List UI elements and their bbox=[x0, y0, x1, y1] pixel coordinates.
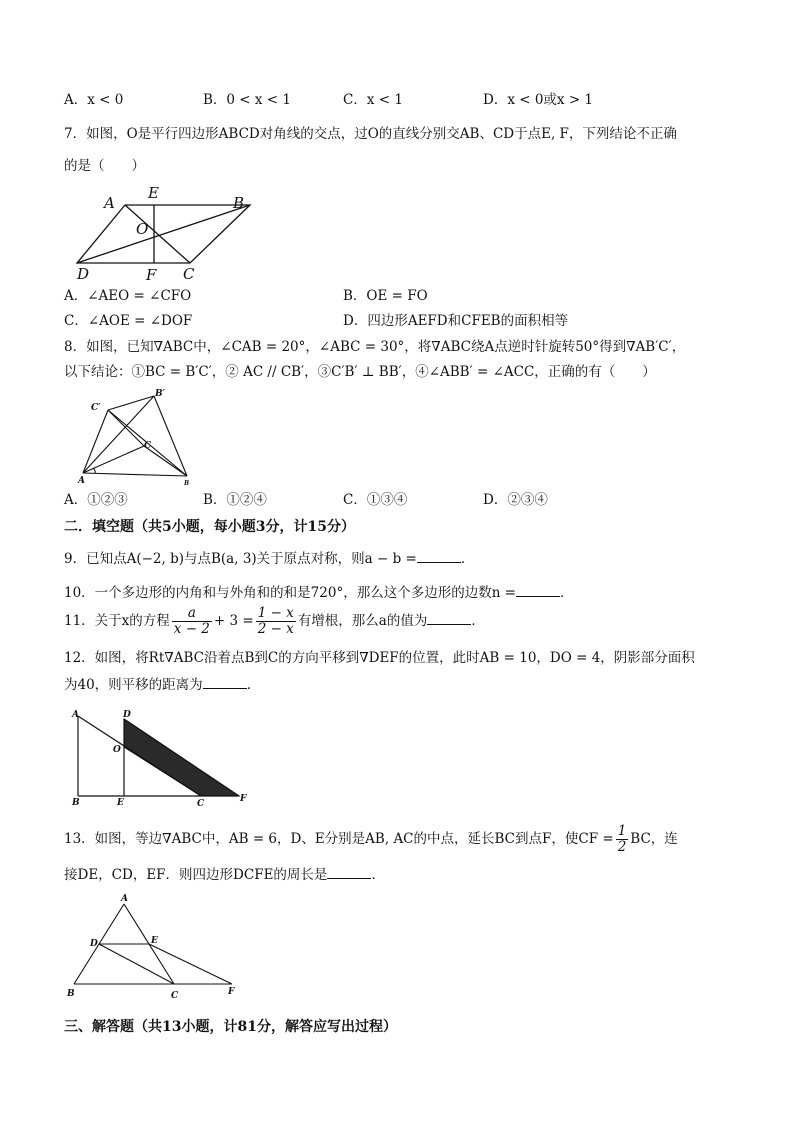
q9-text: 9．已知点A(−2, b)与点B(a, 3)关于原点对称，则a − b = bbox=[64, 551, 417, 567]
q9-answer-blank bbox=[417, 548, 461, 563]
q13-fraction bbox=[616, 824, 629, 855]
q9-end: ． bbox=[460, 551, 475, 567]
q13-stem-line1 bbox=[64, 822, 678, 856]
q8-rotation-figure bbox=[78, 388, 208, 488]
q11 bbox=[64, 604, 485, 638]
q10-text: 10．一个多边形的内角和与外角和的和是720°，那么这个多边形的边数n = bbox=[64, 585, 516, 601]
q7-label-f: F bbox=[146, 266, 157, 284]
q8-stem-line1: 8．如图，已知∇ABC中，∠CAB = 20°，∠ABC = 30°，将∇ABC绕A点逆时针旋转50°得到∇AB′C′， bbox=[64, 339, 686, 355]
q6-option-a: A．x < 0 bbox=[64, 92, 124, 108]
q8-label-c: C bbox=[144, 441, 152, 451]
q11-post: 有增根，那么a的值为 bbox=[297, 613, 428, 629]
q13-label-a: A bbox=[121, 894, 128, 904]
q11-end: ． bbox=[471, 613, 485, 629]
q8-option-b: B．①②④ bbox=[203, 492, 267, 508]
q12-end: ． bbox=[246, 677, 261, 693]
q11-frac2-num: 1 − x bbox=[257, 605, 294, 621]
q11-frac2-den: 2 − x bbox=[257, 621, 294, 637]
q13-end: ． bbox=[371, 867, 385, 883]
q10 bbox=[64, 582, 574, 603]
q13-answer-blank bbox=[327, 864, 371, 879]
q7-label-e: E bbox=[148, 184, 159, 202]
q7-option-a: A．∠AEO = ∠CFO bbox=[64, 288, 192, 304]
q13-label-d: D bbox=[90, 939, 98, 949]
section-3-heading: 三、解答题（共13小题，计81分，解答应写出过程） bbox=[64, 1019, 397, 1035]
q7-parallelogram-figure bbox=[70, 180, 270, 284]
q13-label-f: F bbox=[228, 987, 235, 997]
q7-stem-line2: 的是（ ） bbox=[64, 158, 145, 174]
q7-label-a: A bbox=[104, 194, 115, 212]
q8-label-b-prime: B′ bbox=[155, 389, 165, 399]
q9 bbox=[64, 548, 474, 569]
q12-label-d: D bbox=[123, 710, 131, 720]
q7-label-d: D bbox=[77, 265, 90, 283]
q8-stem-line2: 以下结论：①BC = B′C′，② AC // CB′，③C′B′ ⊥ BB′，④∠ABB′ = ∠ACC，正确的有（ ） bbox=[64, 364, 656, 380]
q11-fraction-1 bbox=[172, 606, 212, 637]
q7-label-b: B bbox=[233, 194, 245, 212]
q8-label-c-prime: C′ bbox=[91, 403, 101, 413]
q7-option-c: C．∠AOE = ∠DOF bbox=[64, 313, 193, 329]
q13-equilateral-figure bbox=[62, 892, 242, 1002]
q13-label-e: E bbox=[151, 936, 158, 946]
q6-option-b: B．0 < x < 1 bbox=[203, 92, 292, 108]
q12-label-f: F bbox=[240, 794, 247, 804]
q10-end: ． bbox=[560, 585, 574, 601]
q12-stem-line1: 12．如图，将Rt∇ABC沿着点B到C的方向平移到∇DEF的位置，此时AB = 10，DO = 4，阴影部分面积 bbox=[64, 650, 695, 666]
q13-pre: 13．如图，等边∇ABC中，AB = 6，D、E分别是AB, AC的中点，延长BC到点F，使CF = bbox=[64, 831, 614, 847]
q12-label-e: E bbox=[117, 798, 124, 808]
q6-option-c: C．x < 1 bbox=[343, 92, 403, 108]
q13-line2-text: 接DE，CD，EF．则四边形DCFE的周长是 bbox=[64, 867, 328, 883]
q7-option-d: D．四边形AEFD和CFEB的面积相等 bbox=[343, 313, 569, 329]
q7-label-o: O bbox=[136, 220, 149, 238]
q8-option-d: D．②③④ bbox=[483, 492, 548, 508]
q8-label-b: B bbox=[184, 480, 190, 487]
q10-answer-blank bbox=[516, 582, 560, 597]
q11-mid: + 3 = bbox=[213, 613, 254, 629]
q11-frac1-num: a bbox=[172, 606, 212, 622]
q11-pre: 11．关于x的方程 bbox=[64, 613, 170, 629]
q7-label-c: C bbox=[183, 265, 195, 283]
q8-label-a: A bbox=[78, 476, 85, 486]
q7-stem-line1: 7．如图，O是平行四边形ABCD对角线的交点，过O的直线分别交AB、CD于点E, F，下列结论不正确 bbox=[64, 126, 677, 142]
q8-option-a: A．①②③ bbox=[64, 492, 128, 508]
q12-label-o: O bbox=[113, 745, 121, 755]
q12-label-c: C bbox=[197, 799, 205, 809]
q11-answer-blank bbox=[427, 610, 471, 625]
q12-label-a: A bbox=[72, 710, 79, 720]
q6-option-d: D．x < 0或x > 1 bbox=[483, 92, 594, 108]
q8-option-c: C．①③④ bbox=[343, 492, 408, 508]
q12-stem-line2 bbox=[64, 674, 260, 695]
q12-translation-figure bbox=[66, 704, 256, 809]
q13-frac-den: 2 bbox=[617, 839, 627, 855]
q12-label-b: B bbox=[72, 798, 80, 808]
q13-post: BC，连 bbox=[630, 831, 678, 847]
q13-label-b: B bbox=[67, 989, 75, 999]
q13-frac-num: 1 bbox=[617, 823, 627, 839]
q7-option-b: B．OE = FO bbox=[343, 288, 428, 304]
q13-stem-line2 bbox=[64, 864, 385, 885]
q11-fraction-2 bbox=[256, 606, 296, 637]
q13-label-c: C bbox=[171, 991, 179, 1001]
q11-frac1-den: x − 2 bbox=[173, 621, 210, 637]
q12-answer-blank bbox=[203, 674, 247, 689]
q12-line2-text: 为40，则平移的距离为 bbox=[64, 677, 203, 693]
section-2-heading: 二．填空题（共5小题，每小题3分，计15分） bbox=[64, 519, 355, 535]
